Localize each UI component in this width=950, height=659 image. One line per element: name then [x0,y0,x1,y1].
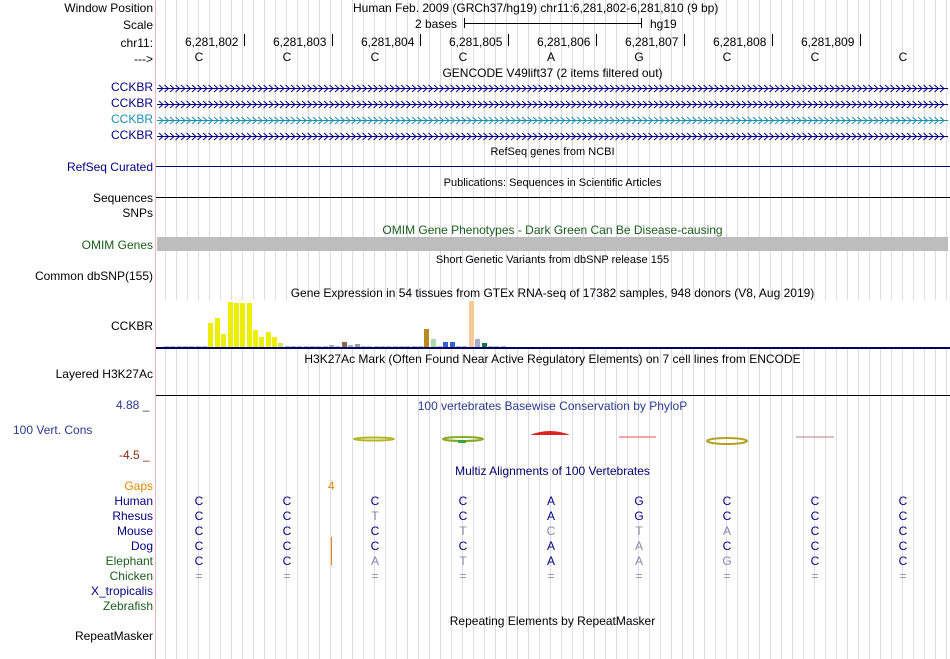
ruler-position-label: 6,281,807 [625,35,679,49]
multiz-base: = [723,569,731,583]
multiz-species-label[interactable]: Chicken [109,569,153,583]
multiz-base: = [195,569,203,583]
conservation-min-label: -4.5 _ [119,448,150,462]
gtex-track-label[interactable]: CCKBR [110,319,153,333]
multiz-base: C [282,539,292,553]
ruler-tick [860,34,861,46]
multiz-base: C [810,554,820,568]
multiz-base: C [370,539,380,553]
multiz-base: = [635,569,643,583]
multiz-track-title: Multiz Alignments of 100 Vertebrates [455,464,650,478]
ruler-position-label: 6,281,809 [801,35,855,49]
multiz-base: C [282,509,292,523]
multiz-base: C [810,539,820,553]
multiz-base: T [459,524,467,538]
multiz-base: C [722,494,732,508]
window-position-label: Window Position [64,1,153,15]
scale-bases-text: 2 bases [415,17,458,31]
gtex-tissue-bar[interactable] [247,303,252,347]
refseq-track-title: RefSeq genes from NCBI [490,146,615,158]
multiz-base: C [370,524,380,538]
multiz-base: A [722,524,731,538]
h3k27ac-track-title: H3K27Ac Mark (Often Found Near Active Regulatory Elements) on 7 cell lines from ENCODE [304,352,801,366]
gencode-transcript-arrows[interactable] [157,116,948,125]
multiz-base: C [194,539,204,553]
multiz-base: C [194,494,204,508]
repeatmasker-track-title: Repeating Elements by RepeatMasker [449,614,656,628]
gtex-tissue-bar[interactable] [234,303,239,347]
h3k27ac-track-baseline [156,395,950,396]
cons-mark-2b [458,440,466,443]
multiz-base: C [282,554,292,568]
gtex-baseline [156,347,950,349]
conservation-plot[interactable] [156,420,950,454]
gtex-tissue-bar[interactable] [266,332,271,347]
multiz-species-label[interactable]: Dog [130,539,153,553]
gtex-tissue-bar[interactable] [215,318,220,347]
h3k27ac-track-label[interactable]: Layered H3K27Ac [55,367,153,381]
publications-track-label[interactable]: Sequences [92,191,153,205]
ruler-tick [332,34,333,46]
ruler-tick [772,34,773,46]
multiz-base: = [371,569,379,583]
multiz-base: C [898,509,908,523]
ruler-position-label: 6,281,808 [713,35,767,49]
omim-track-bar[interactable] [157,237,948,251]
gencode-track-title: GENCODE V49lift37 (2 items filtered out) [442,66,663,80]
multiz-base: = [899,569,907,583]
gtex-tissue-bar[interactable] [475,339,480,347]
multiz-species-label[interactable]: Mouse [116,524,153,538]
multiz-base: C [194,524,204,538]
gencode-transcript-label[interactable]: CCKBR [110,128,153,142]
gencode-transcript-arrows[interactable] [157,132,948,141]
multiz-base: A [634,539,643,553]
gtex-tissue-bar[interactable] [272,337,277,347]
multiz-base: C [370,494,380,508]
conservation-track-title: 100 vertebrates Basewise Conservation by PhyloP [417,399,688,413]
multiz-base: C [722,539,732,553]
multiz-base: A [546,554,555,568]
multiz-species-label[interactable]: Elephant [105,554,153,568]
reference-base: A [546,50,555,64]
reference-base: C [898,50,908,64]
multiz-base: G [722,554,732,568]
multiz-base: = [283,569,291,583]
reference-base: C [810,50,820,64]
gencode-transcript-label[interactable]: CCKBR [110,96,153,110]
omim-track-title: OMIM Gene Phenotypes - Dark Green Can Be Disease-causing [382,223,723,237]
ruler-position-label: 6,281,806 [537,35,591,49]
multiz-base: C [458,494,468,508]
reference-base: C [282,50,292,64]
multiz-base: C [282,494,292,508]
scale-label: Scale [122,18,153,32]
multiz-base: A [546,509,555,523]
multiz-base: C [458,509,468,523]
ruler-position-label: 6,281,805 [449,35,503,49]
gtex-bar-chart[interactable] [156,300,950,348]
gencode-transcript-label[interactable]: CCKBR [110,80,153,94]
refseq-track-line[interactable] [156,166,950,167]
repeatmasker-track-label[interactable]: RepeatMasker [74,629,153,643]
ruler-position-label: 6,281,803 [273,35,327,49]
multiz-base: A [370,554,379,568]
gtex-tissue-bar[interactable] [469,301,474,347]
multiz-base: C [810,509,820,523]
multiz-base: C [722,509,732,523]
multiz-base: C [898,554,908,568]
ruler-tick [684,34,685,46]
multiz-base: G [634,494,644,508]
multiz-base: C [282,524,292,538]
ruler-tick [244,34,245,46]
gtex-tissue-bar[interactable] [228,302,233,347]
gtex-tissue-bar[interactable] [221,334,226,347]
multiz-base: C [458,539,468,553]
reference-base: G [634,50,644,64]
multiz-base: C [194,509,204,523]
dbsnp-track-label[interactable]: Common dbSNP(155) [34,269,153,283]
reference-base: C [194,50,204,64]
multiz-base: C [810,524,820,538]
multiz-species-label[interactable]: X_tropicalis [90,584,153,598]
ruler-tick [596,34,597,46]
chrom-label: chr11: [120,36,153,50]
multiz-base: C [898,539,908,553]
multiz-base: T [635,524,643,538]
gap-marker [331,537,332,565]
strand-label: ---> [134,52,153,66]
ruler-tick [420,34,421,46]
omim-track-label[interactable]: OMIM Genes [81,238,153,252]
ruler-tick [508,34,509,46]
scale-bar [464,18,642,28]
publications-track-title: Publications: Sequences in Scientific Articles [443,177,662,189]
multiz-base: C [810,494,820,508]
multiz-base: A [546,539,555,553]
gencode-transcript-arrows[interactable] [157,84,948,93]
dbsnp-track-title: Short Genetic Variants from dbSNP release 155 [435,254,670,266]
gtex-tissue-bar[interactable] [208,323,213,347]
gtex-tissue-bar[interactable] [431,339,436,347]
refseq-track-label[interactable]: RefSeq Curated [66,160,153,174]
multiz-base: = [459,569,467,583]
gaps-label: Gaps [124,479,153,493]
reference-base: C [458,50,468,64]
cons-mark-3 [530,431,570,435]
multiz-species-label[interactable]: Rhesus [112,509,153,523]
gencode-transcript-arrows[interactable] [157,100,948,109]
gencode-transcript-label[interactable]: CCKBR [110,112,153,126]
multiz-base: T [371,509,379,523]
multiz-base: = [547,569,555,583]
multiz-base: = [811,569,819,583]
reference-base: C [370,50,380,64]
gtex-tissue-bar[interactable] [253,330,258,347]
scale-assembly-text: hg19 [650,17,677,31]
gtex-tissue-bar[interactable] [424,329,429,347]
multiz-base: C [898,524,908,538]
cons-mark-1 [354,438,394,441]
multiz-base: C [898,494,908,508]
gtex-tissue-bar[interactable] [259,337,264,347]
multiz-base: G [634,509,644,523]
multiz-base: T [459,554,467,568]
gtex-track-title: Gene Expression in 54 tissues from GTEx RNA-seq of 17382 samples, 948 donors (V8, Aug 2019) [290,286,815,300]
reference-base: C [722,50,732,64]
cons-mark-5 [707,438,747,444]
multiz-species-label[interactable]: Zebrafish [102,599,153,613]
gaps-value: 4 [328,479,335,493]
multiz-base: C [546,524,556,538]
snps-label[interactable]: SNPs [122,206,153,220]
window-position-value[interactable]: Human Feb. 2009 (GRCh37/hg19) chr11:6,281,802-6,281,810 (9 bp) [353,1,719,15]
multiz-base: C [194,554,204,568]
publications-track-line[interactable] [156,197,950,198]
conservation-max-label: 4.88 _ [116,398,150,412]
gtex-tissue-bar[interactable] [240,303,245,347]
multiz-base: A [546,494,555,508]
ruler-position-label: 6,281,802 [185,35,239,49]
multiz-species-label[interactable]: Human [114,494,153,508]
multiz-base: A [634,554,643,568]
ruler-position-label: 6,281,804 [361,35,415,49]
conservation-track-label[interactable]: 100 Vert. Cons [13,423,93,437]
